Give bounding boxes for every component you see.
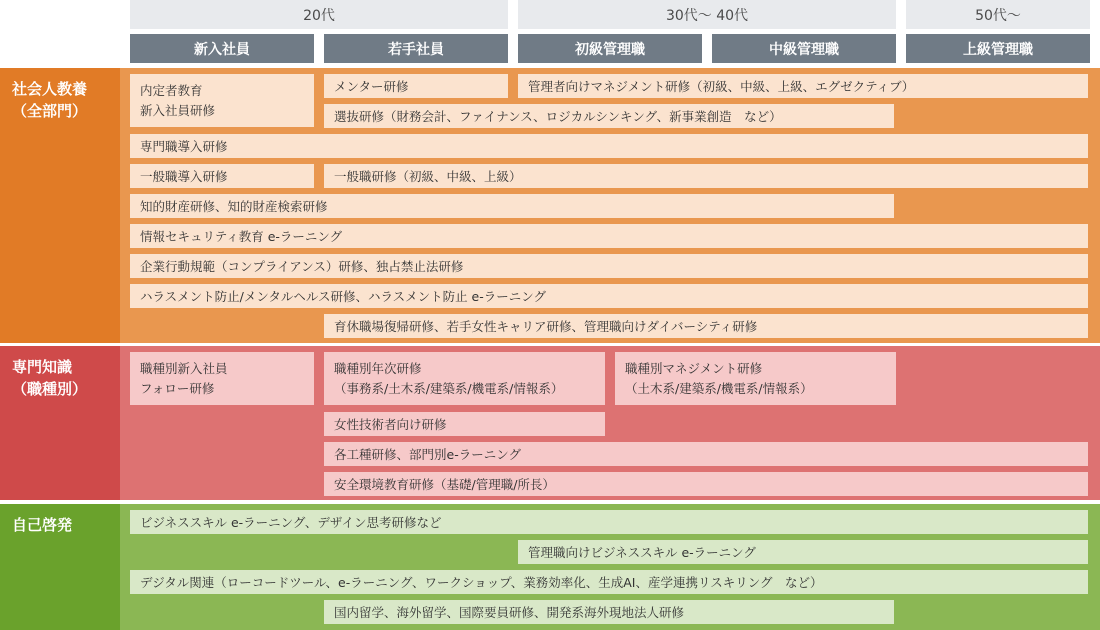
cell-line: （事務系/土木系/建築系/機電系/情報系）: [334, 380, 564, 396]
cell-line: （土木系/建築系/機電系/情報系）: [625, 380, 813, 396]
training-cell: 管理者向けマネジメント研修（初級、中級、上級、エグゼクティブ）: [518, 74, 1088, 98]
band-self-label: [0, 504, 120, 630]
band-specialist-label: [0, 346, 120, 500]
level-senior-manager: 上級管理職: [906, 34, 1090, 63]
training-cell: ハラスメント防止/メンタルヘルス研修、ハラスメント防止 e-ラーニング: [130, 284, 1088, 308]
training-cell: 各工種研修、部門別e-ラーニング: [324, 442, 1088, 466]
training-cell: 企業行動規範（コンプライアンス）研修、独占禁止法研修: [130, 254, 1088, 278]
band-general-subtitle: （全部門）: [12, 102, 88, 120]
age-group-30s-40s: 30代～ 40代: [518, 0, 896, 29]
training-cell: 管理職向けビジネススキル e-ラーニング: [518, 540, 1088, 564]
training-cell: [130, 352, 314, 405]
band-general-label: [0, 68, 120, 343]
level-mid-manager: 中級管理職: [712, 34, 896, 63]
cell-line: 職種別マネジメント研修: [625, 360, 763, 376]
cell-line: 職種別年次研修: [334, 360, 422, 376]
cell-line: 内定者教育: [140, 82, 203, 98]
training-cell: 国内留学、海外留学、国際要員研修、開発系海外現地法人研修: [324, 600, 894, 624]
training-cell: [324, 352, 605, 405]
training-cell: 専門職導入研修: [130, 134, 1088, 158]
training-cell: 安全環境教育研修（基礎/管理職/所長）: [324, 472, 1088, 496]
cell-line: 新入社員研修: [140, 102, 216, 118]
training-cell: 知的財産研修、知的財産検索研修: [130, 194, 894, 218]
training-cell: デジタル関連（ローコードツール、e-ラーニング、ワークショップ、業務効率化、生成AI、産学連携リスキリング など）: [130, 570, 1088, 594]
age-group-50s: 50代～: [906, 0, 1090, 29]
training-cell: 選抜研修（財務会計、ファイナンス、ロジカルシンキング、新事業創造 など）: [324, 104, 894, 128]
age-group-20s: 20代: [130, 0, 508, 29]
training-cell: 女性技術者向け研修: [324, 412, 605, 436]
band-specialist-subtitle: （職種別）: [12, 380, 88, 398]
training-cell: [615, 352, 896, 405]
training-cell: 一般職研修（初級、中級、上級）: [324, 164, 1088, 188]
band-self-title: 自己啓発: [12, 516, 73, 534]
band-general-title: 社会人教養: [12, 80, 88, 98]
cell-line: フォロー研修: [140, 380, 215, 396]
training-cell: 一般職導入研修: [130, 164, 314, 188]
training-cell: 情報セキュリティ教育 e-ラーニング: [130, 224, 1088, 248]
training-cell: メンター研修: [324, 74, 508, 98]
level-new-employee: 新入社員: [130, 34, 314, 63]
training-cell: ビジネススキル e-ラーニング、デザイン思考研修など: [130, 510, 1088, 534]
level-junior-manager: 初級管理職: [518, 34, 702, 63]
level-young-employee: 若手社員: [324, 34, 508, 63]
training-cell: 育休職場復帰研修、若手女性キャリア研修、管理職向けダイバーシティ研修: [324, 314, 1088, 338]
training-cell: [130, 74, 314, 127]
band-specialist-title: 専門知識: [12, 358, 73, 376]
cell-line: 職種別新入社員: [140, 360, 228, 376]
